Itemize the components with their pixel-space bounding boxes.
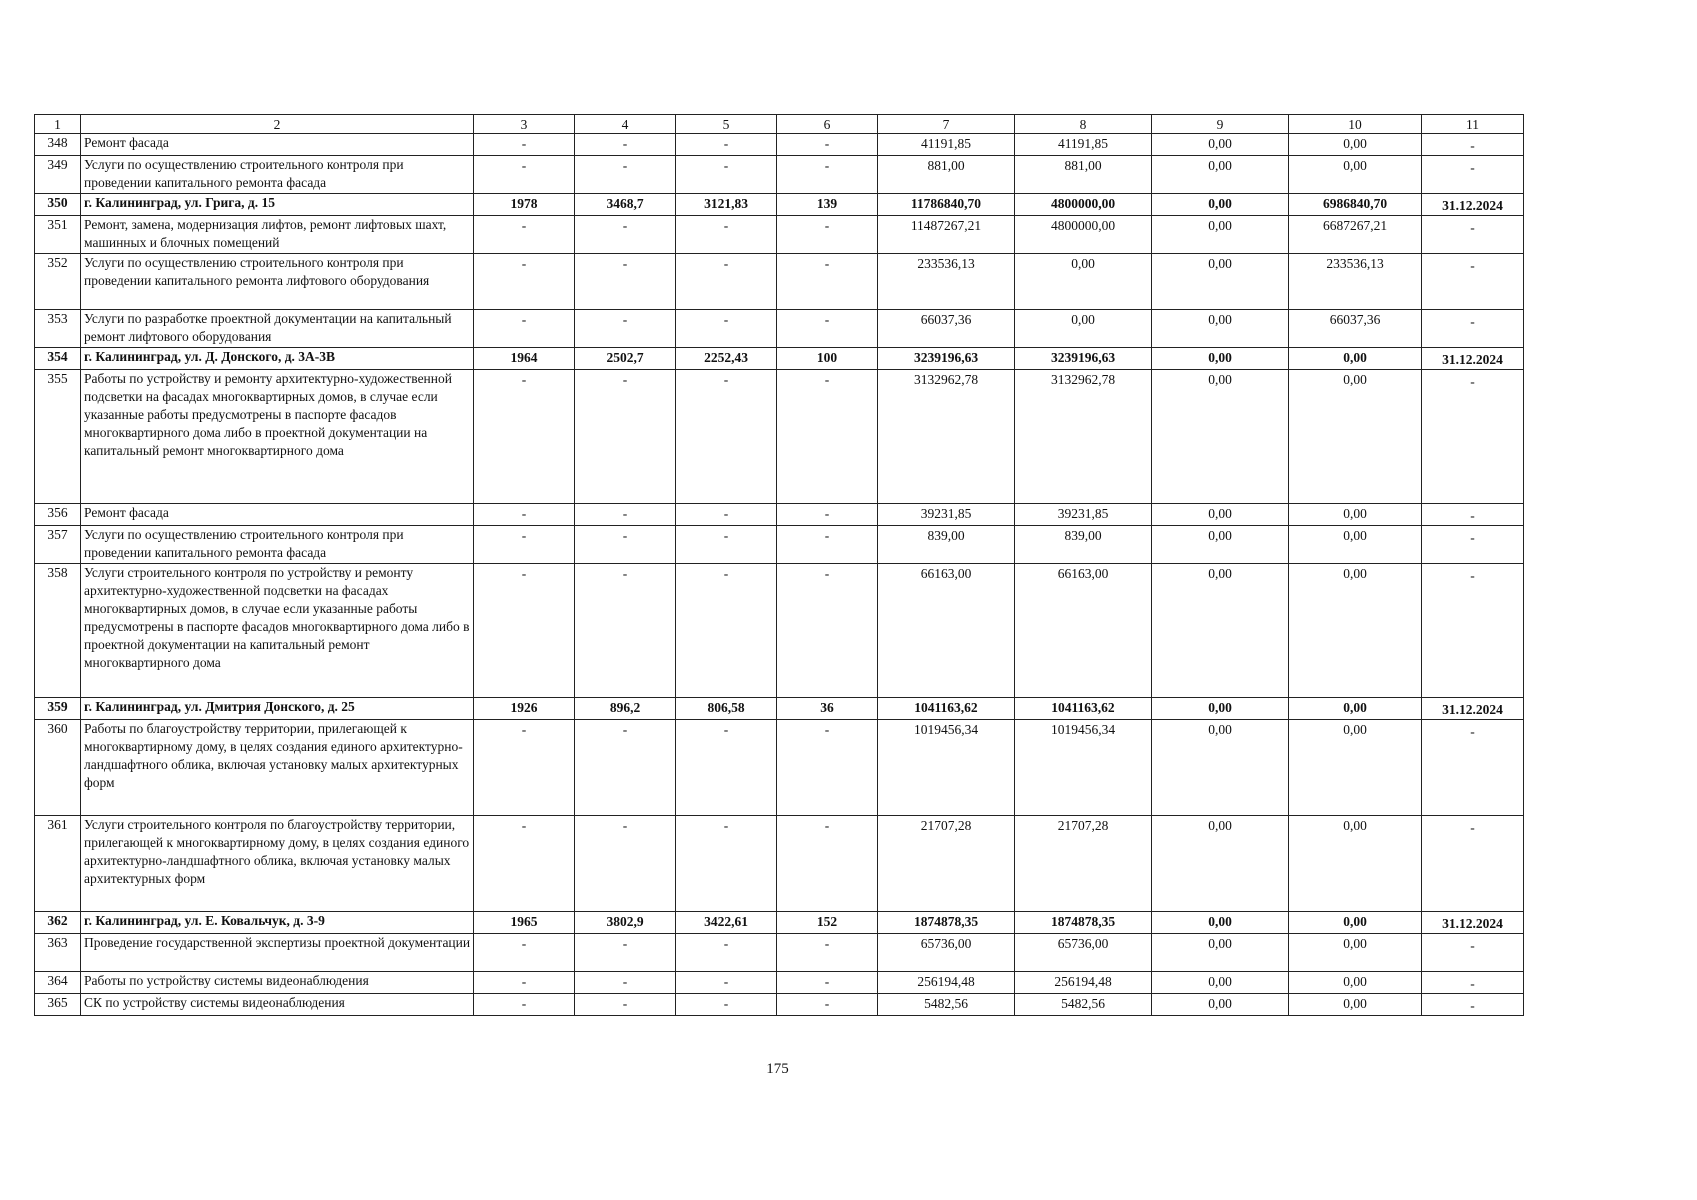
- table-row: [35, 816, 1524, 912]
- total-cost-value: 66037,36: [878, 310, 1015, 348]
- total-area-value: -: [575, 526, 676, 564]
- total-area-value: -: [575, 254, 676, 310]
- source-3-value: 6986840,70: [1289, 194, 1422, 216]
- work-description: г. Калининград, ул. Грига, д. 15: [81, 194, 474, 216]
- living-area-value: -: [676, 504, 777, 526]
- total-cost-value: 66163,00: [878, 564, 1015, 698]
- residents-value: -: [777, 216, 878, 254]
- source-1-value: 881,00: [1015, 156, 1152, 194]
- column-header: 11: [1422, 115, 1524, 134]
- deadline-value: 31.12.2024: [1422, 912, 1524, 934]
- row-number: 351: [35, 216, 81, 254]
- source-2-value: 0,00: [1152, 912, 1289, 934]
- table-row: [35, 934, 1524, 972]
- total-area-value: -: [575, 310, 676, 348]
- work-description: Работы по устройству системы видеонаблюдения: [81, 972, 474, 994]
- work-description: Услуги строительного контроля по благоустройству территории, прилегающей к многоквартирному дому, в целях создания единого архитектурно-ландшафтного облика, включая установку малых архитектурных форм: [81, 816, 474, 912]
- residents-value: 36: [777, 698, 878, 720]
- source-1-value: 1041163,62: [1015, 698, 1152, 720]
- deadline-value: 31.12.2024: [1422, 348, 1524, 370]
- year-value: -: [474, 370, 575, 504]
- living-area-value: -: [676, 134, 777, 156]
- address-row: [35, 912, 1524, 934]
- living-area-value: -: [676, 934, 777, 972]
- year-value: -: [474, 310, 575, 348]
- source-2-value: 0,00: [1152, 216, 1289, 254]
- work-description: Услуги по разработке проектной документации на капитальный ремонт лифтового оборудования: [81, 310, 474, 348]
- living-area-value: -: [676, 564, 777, 698]
- deadline-value: -: [1422, 564, 1524, 698]
- source-1-value: 256194,48: [1015, 972, 1152, 994]
- living-area-value: 2252,43: [676, 348, 777, 370]
- source-2-value: 0,00: [1152, 994, 1289, 1016]
- row-number: 349: [35, 156, 81, 194]
- source-3-value: 0,00: [1289, 504, 1422, 526]
- living-area-value: -: [676, 370, 777, 504]
- source-2-value: 0,00: [1152, 972, 1289, 994]
- work-description: г. Калининград, ул. Дмитрия Донского, д. 25: [81, 698, 474, 720]
- living-area-value: -: [676, 994, 777, 1016]
- row-number: 362: [35, 912, 81, 934]
- living-area-value: -: [676, 526, 777, 564]
- source-3-value: 6687267,21: [1289, 216, 1422, 254]
- source-1-value: 65736,00: [1015, 934, 1152, 972]
- row-number: 352: [35, 254, 81, 310]
- row-number: 355: [35, 370, 81, 504]
- deadline-value: -: [1422, 526, 1524, 564]
- source-1-value: 41191,85: [1015, 134, 1152, 156]
- source-1-value: 21707,28: [1015, 816, 1152, 912]
- work-description: г. Калининград, ул. Е. Ковальчук, д. 3-9: [81, 912, 474, 934]
- source-3-value: 0,00: [1289, 156, 1422, 194]
- source-2-value: 0,00: [1152, 816, 1289, 912]
- work-description: Услуги по осуществлению строительного контроля при проведении капитального ремонта фасада: [81, 526, 474, 564]
- table-row: [35, 972, 1524, 994]
- table-row: [35, 134, 1524, 156]
- residents-value: -: [777, 134, 878, 156]
- living-area-value: -: [676, 156, 777, 194]
- year-value: -: [474, 134, 575, 156]
- table-row: [35, 310, 1524, 348]
- living-area-value: 3422,61: [676, 912, 777, 934]
- total-area-value: -: [575, 720, 676, 816]
- column-header: 4: [575, 115, 676, 134]
- deadline-value: -: [1422, 254, 1524, 310]
- total-cost-value: 1874878,35: [878, 912, 1015, 934]
- table-header-row: [35, 115, 1524, 134]
- source-3-value: 0,00: [1289, 526, 1422, 564]
- column-header: 9: [1152, 115, 1289, 134]
- total-area-value: -: [575, 816, 676, 912]
- total-area-value: 3802,9: [575, 912, 676, 934]
- year-value: 1926: [474, 698, 575, 720]
- year-value: -: [474, 254, 575, 310]
- total-area-value: -: [575, 134, 676, 156]
- source-3-value: 0,00: [1289, 698, 1422, 720]
- source-1-value: 4800000,00: [1015, 194, 1152, 216]
- deadline-value: -: [1422, 504, 1524, 526]
- residents-value: 152: [777, 912, 878, 934]
- row-number: 354: [35, 348, 81, 370]
- total-area-value: 2502,7: [575, 348, 676, 370]
- column-header: 8: [1015, 115, 1152, 134]
- source-2-value: 0,00: [1152, 564, 1289, 698]
- work-description: г. Калининград, ул. Д. Донского, д. 3А-3В: [81, 348, 474, 370]
- living-area-value: -: [676, 720, 777, 816]
- work-description: Проведение государственной экспертизы проектной документации: [81, 934, 474, 972]
- year-value: -: [474, 994, 575, 1016]
- table-row: [35, 564, 1524, 698]
- year-value: -: [474, 816, 575, 912]
- column-header: 1: [35, 115, 81, 134]
- source-2-value: 0,00: [1152, 348, 1289, 370]
- residents-value: -: [777, 564, 878, 698]
- row-number: 361: [35, 816, 81, 912]
- year-value: 1964: [474, 348, 575, 370]
- source-3-value: 0,00: [1289, 816, 1422, 912]
- deadline-value: -: [1422, 816, 1524, 912]
- total-area-value: -: [575, 156, 676, 194]
- source-1-value: 66163,00: [1015, 564, 1152, 698]
- source-3-value: 0,00: [1289, 912, 1422, 934]
- year-value: -: [474, 504, 575, 526]
- work-description: Услуги по осуществлению строительного контроля при проведении капитального ремонта лифтового оборудования: [81, 254, 474, 310]
- deadline-value: -: [1422, 370, 1524, 504]
- source-2-value: 0,00: [1152, 504, 1289, 526]
- column-header: 2: [81, 115, 474, 134]
- work-description: Услуги строительного контроля по устройству и ремонту архитектурно-художественной подсветки на фасадах многоквартирных домов, в случае если указанные работы предусмотрены в паспорте фасадов многоквартирного дома либо в проектной документации на капитальный ремонт многоквартирного дома: [81, 564, 474, 698]
- total-area-value: -: [575, 934, 676, 972]
- source-2-value: 0,00: [1152, 310, 1289, 348]
- year-value: -: [474, 216, 575, 254]
- source-3-value: 233536,13: [1289, 254, 1422, 310]
- deadline-value: -: [1422, 134, 1524, 156]
- row-number: 357: [35, 526, 81, 564]
- work-description: Работы по благоустройству территории, прилегающей к многоквартирному дому, в целях создания единого архитектурно-ландшафтного облика, включая установку малых архитектурных форм: [81, 720, 474, 816]
- work-description: Ремонт фасада: [81, 504, 474, 526]
- source-3-value: 0,00: [1289, 994, 1422, 1016]
- column-header: 10: [1289, 115, 1422, 134]
- total-cost-value: 21707,28: [878, 816, 1015, 912]
- column-header: 5: [676, 115, 777, 134]
- total-cost-value: 41191,85: [878, 134, 1015, 156]
- living-area-value: -: [676, 972, 777, 994]
- year-value: -: [474, 972, 575, 994]
- source-3-value: 0,00: [1289, 934, 1422, 972]
- row-number: 359: [35, 698, 81, 720]
- row-number: 364: [35, 972, 81, 994]
- living-area-value: -: [676, 254, 777, 310]
- total-area-value: -: [575, 972, 676, 994]
- living-area-value: -: [676, 310, 777, 348]
- source-2-value: 0,00: [1152, 194, 1289, 216]
- deadline-value: -: [1422, 934, 1524, 972]
- living-area-value: -: [676, 816, 777, 912]
- year-value: -: [474, 526, 575, 564]
- total-area-value: -: [575, 564, 676, 698]
- total-cost-value: 1019456,34: [878, 720, 1015, 816]
- source-1-value: 3132962,78: [1015, 370, 1152, 504]
- source-1-value: 1874878,35: [1015, 912, 1152, 934]
- source-1-value: 3239196,63: [1015, 348, 1152, 370]
- residents-value: -: [777, 526, 878, 564]
- row-number: 358: [35, 564, 81, 698]
- living-area-value: 806,58: [676, 698, 777, 720]
- column-header: 7: [878, 115, 1015, 134]
- residents-value: 100: [777, 348, 878, 370]
- deadline-value: -: [1422, 216, 1524, 254]
- address-row: [35, 194, 1524, 216]
- residents-value: -: [777, 972, 878, 994]
- source-3-value: 0,00: [1289, 370, 1422, 504]
- source-3-value: 0,00: [1289, 972, 1422, 994]
- source-2-value: 0,00: [1152, 934, 1289, 972]
- residents-value: -: [777, 720, 878, 816]
- row-number: 348: [35, 134, 81, 156]
- table-row: [35, 994, 1524, 1016]
- total-area-value: -: [575, 370, 676, 504]
- total-cost-value: 839,00: [878, 526, 1015, 564]
- total-area-value: -: [575, 216, 676, 254]
- works-table: [34, 114, 1524, 1016]
- total-cost-value: 5482,56: [878, 994, 1015, 1016]
- deadline-value: -: [1422, 720, 1524, 816]
- residents-value: 139: [777, 194, 878, 216]
- deadline-value: -: [1422, 972, 1524, 994]
- living-area-value: 3121,83: [676, 194, 777, 216]
- work-description: Ремонт фасада: [81, 134, 474, 156]
- source-2-value: 0,00: [1152, 526, 1289, 564]
- residents-value: -: [777, 310, 878, 348]
- row-number: 356: [35, 504, 81, 526]
- work-description: Услуги по осуществлению строительного контроля при проведении капитального ремонта фасада: [81, 156, 474, 194]
- total-cost-value: 3239196,63: [878, 348, 1015, 370]
- source-1-value: 0,00: [1015, 310, 1152, 348]
- year-value: 1965: [474, 912, 575, 934]
- residents-value: -: [777, 816, 878, 912]
- source-2-value: 0,00: [1152, 156, 1289, 194]
- row-number: 363: [35, 934, 81, 972]
- total-cost-value: 256194,48: [878, 972, 1015, 994]
- source-1-value: 5482,56: [1015, 994, 1152, 1016]
- total-area-value: 3468,7: [575, 194, 676, 216]
- source-1-value: 839,00: [1015, 526, 1152, 564]
- source-3-value: 0,00: [1289, 134, 1422, 156]
- source-3-value: 0,00: [1289, 348, 1422, 370]
- source-2-value: 0,00: [1152, 134, 1289, 156]
- row-number: 350: [35, 194, 81, 216]
- table-row: [35, 216, 1524, 254]
- table-row: [35, 526, 1524, 564]
- table-row: [35, 254, 1524, 310]
- deadline-value: 31.12.2024: [1422, 698, 1524, 720]
- deadline-value: -: [1422, 310, 1524, 348]
- row-number: 365: [35, 994, 81, 1016]
- total-cost-value: 233536,13: [878, 254, 1015, 310]
- table-body: [35, 115, 1524, 1016]
- living-area-value: -: [676, 216, 777, 254]
- table-row: [35, 370, 1524, 504]
- residents-value: -: [777, 994, 878, 1016]
- residents-value: -: [777, 504, 878, 526]
- source-1-value: 0,00: [1015, 254, 1152, 310]
- total-area-value: -: [575, 994, 676, 1016]
- work-description: Работы по устройству и ремонту архитектурно-художественной подсветки на фасадах многоквартирных домов, в случае если указанные работы предусмотрены в паспорте фасадов многоквартирного дома либо в проектной документации на капитальный ремонт многоквартирного дома: [81, 370, 474, 504]
- source-2-value: 0,00: [1152, 720, 1289, 816]
- residents-value: -: [777, 254, 878, 310]
- address-row: [35, 698, 1524, 720]
- total-cost-value: 11487267,21: [878, 216, 1015, 254]
- deadline-value: 31.12.2024: [1422, 194, 1524, 216]
- source-2-value: 0,00: [1152, 698, 1289, 720]
- residents-value: -: [777, 156, 878, 194]
- row-number: 353: [35, 310, 81, 348]
- total-cost-value: 1041163,62: [878, 698, 1015, 720]
- year-value: -: [474, 934, 575, 972]
- year-value: -: [474, 720, 575, 816]
- work-description: Ремонт, замена, модернизация лифтов, ремонт лифтовых шахт, машинных и блочных помещений: [81, 216, 474, 254]
- total-cost-value: 39231,85: [878, 504, 1015, 526]
- year-value: -: [474, 564, 575, 698]
- year-value: 1978: [474, 194, 575, 216]
- column-header: 3: [474, 115, 575, 134]
- source-2-value: 0,00: [1152, 254, 1289, 310]
- work-description: СК по устройству системы видеонаблюдения: [81, 994, 474, 1016]
- total-cost-value: 3132962,78: [878, 370, 1015, 504]
- total-area-value: 896,2: [575, 698, 676, 720]
- page-number: 175: [766, 1061, 789, 1077]
- total-cost-value: 881,00: [878, 156, 1015, 194]
- address-row: [35, 348, 1524, 370]
- source-1-value: 4800000,00: [1015, 216, 1152, 254]
- source-3-value: 66037,36: [1289, 310, 1422, 348]
- total-cost-value: 11786840,70: [878, 194, 1015, 216]
- residents-value: -: [777, 370, 878, 504]
- deadline-value: -: [1422, 994, 1524, 1016]
- total-cost-value: 65736,00: [878, 934, 1015, 972]
- residents-value: -: [777, 934, 878, 972]
- source-2-value: 0,00: [1152, 370, 1289, 504]
- deadline-value: -: [1422, 156, 1524, 194]
- total-area-value: -: [575, 504, 676, 526]
- source-1-value: 39231,85: [1015, 504, 1152, 526]
- table-row: [35, 156, 1524, 194]
- source-1-value: 1019456,34: [1015, 720, 1152, 816]
- table-row: [35, 720, 1524, 816]
- year-value: -: [474, 156, 575, 194]
- column-header: 6: [777, 115, 878, 134]
- source-3-value: 0,00: [1289, 720, 1422, 816]
- table-row: [35, 504, 1524, 526]
- row-number: 360: [35, 720, 81, 816]
- source-3-value: 0,00: [1289, 564, 1422, 698]
